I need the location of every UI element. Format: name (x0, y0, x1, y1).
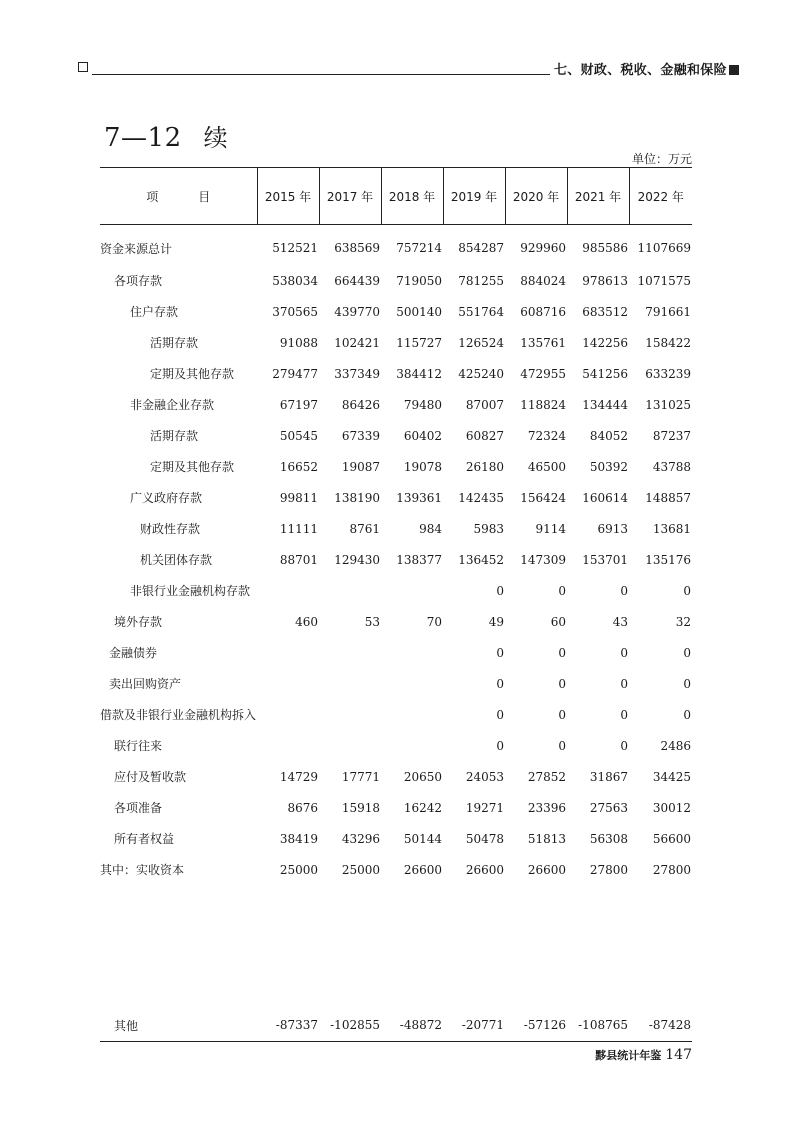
cell-value: 791661 (645, 304, 691, 319)
cell-value: 142256 (582, 335, 628, 350)
cell-value: 34425 (652, 769, 691, 784)
cell-value: 84052 (589, 428, 628, 443)
cell-value: 757214 (396, 241, 442, 255)
cell-value: 138377 (396, 552, 442, 567)
page-number: 147 (665, 1047, 692, 1063)
cell-value: 25000 (341, 862, 380, 877)
row-label: 定期及其他存款 (150, 460, 235, 474)
cell-value: 0 (496, 583, 504, 598)
row-label: 联行往来 (114, 739, 163, 753)
row-label: 非银行业金融机构存款 (130, 584, 251, 598)
yearbook-name: 黟县统计年鉴 (595, 1049, 662, 1062)
cell-value: 20650 (403, 769, 442, 784)
cell-value: 460 (295, 614, 318, 629)
cell-value: 50144 (403, 831, 442, 846)
cell-value: 156424 (520, 490, 566, 505)
cell-value: 25000 (279, 862, 318, 877)
table-row (100, 451, 692, 482)
cell-value: 8761 (349, 521, 380, 536)
cell-value: 135761 (520, 335, 566, 350)
cell-value: 126524 (458, 335, 504, 350)
cell-value: 129430 (334, 552, 380, 567)
column-header-2015: 2015 年 (257, 168, 319, 225)
cell-value: 142435 (458, 490, 504, 505)
cell-value: 0 (496, 707, 504, 722)
cell-value: 14729 (279, 769, 318, 784)
cell-value: 425240 (458, 366, 504, 381)
row-label: 所有者权益 (114, 832, 175, 846)
cell-value: 0 (683, 583, 691, 598)
cell-value (257, 637, 319, 668)
cell-value: 32 (675, 614, 691, 629)
cell-value: 27852 (527, 769, 566, 784)
cell-value: 978613 (582, 273, 628, 288)
cell-value: 136452 (458, 552, 504, 567)
cell-value: 135176 (645, 552, 691, 567)
page-footer (595, 1044, 692, 1063)
cell-value: 86426 (341, 397, 380, 412)
cell-value: -57126 (505, 1009, 567, 1042)
cell-value: 719050 (396, 273, 442, 288)
cell-value: 608716 (520, 304, 566, 319)
cell-value: 26180 (465, 459, 504, 474)
cell-value: 683512 (582, 304, 628, 319)
cell-value: 16242 (403, 800, 442, 815)
cell-value: 43296 (341, 831, 380, 846)
cell-value: 0 (683, 707, 691, 722)
row-label: 财政性存款 (140, 522, 201, 536)
cell-value: 87237 (652, 428, 691, 443)
row-label: 其他 (100, 1009, 257, 1042)
cell-value: 50545 (279, 428, 318, 443)
table-row (100, 296, 692, 327)
cell-value: 67339 (341, 428, 380, 443)
table-header-row (100, 168, 692, 225)
cell-value: 91088 (279, 335, 318, 350)
cell-value: 638569 (334, 241, 380, 255)
cell-value: 884024 (520, 273, 566, 288)
cell-value: 8676 (287, 800, 318, 815)
cell-value: 27800 (589, 862, 628, 877)
cell-value: 148857 (645, 490, 691, 505)
row-label: 机关团体存款 (140, 553, 213, 567)
cell-value: 6913 (597, 521, 628, 536)
cell-value: 26600 (527, 862, 566, 877)
table-row (100, 668, 692, 699)
cell-value: 27563 (589, 800, 628, 815)
table-row (100, 1009, 692, 1042)
column-header-2020: 2020 年 (505, 168, 567, 225)
cell-value: 0 (620, 583, 628, 598)
cell-value (257, 730, 319, 761)
cell-value: 131025 (645, 397, 691, 412)
cell-value: 43788 (652, 459, 691, 474)
cell-value: 0 (558, 738, 566, 753)
table-row (100, 482, 692, 513)
table-row (100, 730, 692, 761)
cell-value: 0 (683, 676, 691, 691)
cell-value: 279477 (272, 366, 318, 381)
cell-value: 0 (558, 583, 566, 598)
table-row (100, 544, 692, 575)
cell-value: 72324 (527, 428, 566, 443)
row-label: 住户存款 (130, 305, 179, 319)
cell-value: 0 (558, 645, 566, 660)
cell-value: 60827 (465, 428, 504, 443)
cell-value: 2486 (660, 738, 691, 753)
row-label: 活期存款 (150, 429, 199, 443)
cell-value (319, 637, 381, 668)
cell-value (381, 575, 443, 606)
cell-value (381, 668, 443, 699)
cell-value: 17771 (341, 769, 380, 784)
cell-value: 9114 (535, 521, 566, 536)
row-label: 其中：实收资本 (100, 863, 185, 877)
cell-value: 500140 (396, 304, 442, 319)
cell-value: 134444 (582, 397, 628, 412)
hollow-square-icon (78, 62, 88, 72)
table-row (100, 854, 692, 885)
cell-value: 19271 (465, 800, 504, 815)
cell-value: 439770 (334, 304, 380, 319)
cell-value: 633239 (645, 366, 691, 381)
cell-value: -20771 (443, 1009, 505, 1042)
cell-value: 158422 (645, 335, 691, 350)
row-label: 定期及其他存款 (150, 367, 235, 381)
column-header-2021: 2021 年 (567, 168, 629, 225)
cell-value: 19087 (341, 459, 380, 474)
table-row (100, 637, 692, 668)
cell-value: 153701 (582, 552, 628, 567)
row-label: 资金来源总计 (100, 241, 173, 256)
cell-value: 30012 (652, 800, 691, 815)
blank-spacer-row (100, 885, 692, 1009)
cell-value: 138190 (334, 490, 380, 505)
table-row (100, 358, 692, 389)
table-row (100, 761, 692, 792)
cell-value: 27800 (652, 862, 691, 877)
cell-value: 43 (612, 614, 628, 629)
cell-value: 79480 (403, 397, 442, 412)
cell-value: 24053 (465, 769, 504, 784)
table-row (100, 265, 692, 296)
row-label: 应付及暂收款 (114, 770, 187, 784)
column-header-2017: 2017 年 (319, 168, 381, 225)
cell-value: 31867 (589, 769, 628, 784)
cell-value: 384412 (396, 366, 442, 381)
table-number: 7—12 (104, 123, 182, 153)
column-header-2022: 2022 年 (629, 168, 692, 225)
cell-value: 5983 (473, 521, 504, 536)
section-title: 七、财政、税收、金融和保险 (554, 59, 739, 78)
continued-label: 续 (203, 124, 229, 152)
cell-value: 538034 (272, 273, 318, 288)
cell-value: 16652 (279, 459, 318, 474)
cell-value: 512521 (272, 241, 318, 255)
column-header-2019: 2019 年 (443, 168, 505, 225)
cell-value: 0 (683, 645, 691, 660)
cell-value: 160614 (582, 490, 628, 505)
cell-value: 139361 (396, 490, 442, 505)
table-title (104, 118, 228, 153)
cell-value: -87337 (257, 1009, 319, 1042)
table-row (100, 792, 692, 823)
cell-value: 0 (620, 738, 628, 753)
header-rule (92, 74, 550, 75)
cell-value (257, 699, 319, 730)
cell-value: 49 (488, 614, 504, 629)
cell-value: 984 (419, 521, 442, 536)
cell-value: 56600 (652, 831, 691, 846)
cell-value: 0 (620, 707, 628, 722)
cell-value: 551764 (458, 304, 504, 319)
cell-value (319, 730, 381, 761)
cell-value: 472955 (520, 366, 566, 381)
cell-value: 854287 (458, 241, 504, 255)
cell-value: 118824 (520, 397, 566, 412)
cell-value: 19078 (403, 459, 442, 474)
cell-value: 0 (558, 707, 566, 722)
cell-value: 11111 (279, 521, 318, 536)
row-label: 卖出回购资产 (109, 677, 182, 691)
cell-value: 46500 (527, 459, 566, 474)
cell-value (381, 699, 443, 730)
row-label: 各项存款 (114, 274, 163, 288)
cell-value: 23396 (527, 800, 566, 815)
cell-value: 53 (364, 614, 380, 629)
cell-value: 1071575 (637, 273, 691, 288)
table-row (100, 389, 692, 420)
cell-value: 0 (496, 738, 504, 753)
table-row (100, 225, 692, 266)
cell-value: 0 (620, 645, 628, 660)
cell-value: 50392 (589, 459, 628, 474)
cell-value (381, 730, 443, 761)
cell-value: -87428 (629, 1009, 692, 1042)
row-label: 非金融企业存款 (130, 398, 215, 412)
cell-value: 50478 (465, 831, 504, 846)
cell-value: 51813 (527, 831, 566, 846)
cell-value: 929960 (520, 241, 566, 255)
row-label: 活期存款 (150, 336, 199, 350)
row-label: 境外存款 (114, 615, 163, 629)
cell-value: 664439 (334, 273, 380, 288)
cell-value: 115727 (396, 335, 442, 350)
cell-value: 102421 (334, 335, 380, 350)
cell-value: 0 (558, 676, 566, 691)
column-header-2018: 2018 年 (381, 168, 443, 225)
row-label: 金融债券 (109, 646, 158, 660)
row-label: 广义政府存款 (130, 491, 203, 505)
filled-square-icon (729, 65, 739, 75)
cell-value: 0 (496, 676, 504, 691)
unit-label: 单位：万元 (631, 152, 692, 166)
cell-value: 26600 (465, 862, 504, 877)
cell-value: 15918 (341, 800, 380, 815)
cell-value (257, 668, 319, 699)
cell-value: 87007 (465, 397, 504, 412)
cell-value (381, 637, 443, 668)
cell-value: 985586 (582, 241, 628, 255)
cell-value: 70 (426, 614, 442, 629)
table-row (100, 327, 692, 358)
cell-value (319, 668, 381, 699)
table-row (100, 575, 692, 606)
cell-value: 337349 (334, 366, 380, 381)
column-header-item: 项 目 (100, 168, 257, 225)
cell-value: -102855 (319, 1009, 381, 1042)
cell-value: -48872 (381, 1009, 443, 1042)
cell-value: 38419 (279, 831, 318, 846)
cell-value: -108765 (567, 1009, 629, 1042)
table-row (100, 699, 692, 730)
cell-value: 1107669 (637, 241, 691, 255)
cell-value: 147309 (520, 552, 566, 567)
cell-value: 99811 (279, 490, 318, 505)
data-table (100, 167, 692, 1042)
table-row (100, 823, 692, 854)
row-label: 借款及非银行业金融机构拆入 (100, 708, 257, 722)
table-row (100, 513, 692, 544)
row-label: 各项准备 (114, 801, 163, 815)
cell-value: 370565 (272, 304, 318, 319)
cell-value: 60 (550, 614, 566, 629)
cell-value: 67197 (279, 397, 318, 412)
cell-value: 26600 (403, 862, 442, 877)
cell-value: 541256 (582, 366, 628, 381)
cell-value: 0 (496, 645, 504, 660)
cell-value: 56308 (589, 831, 628, 846)
cell-value (319, 575, 381, 606)
cell-value (257, 575, 319, 606)
cell-value: 781255 (458, 273, 504, 288)
table-row (100, 606, 692, 637)
cell-value: 13681 (652, 521, 691, 536)
running-header (78, 58, 727, 80)
table-row (100, 420, 692, 451)
cell-value: 0 (620, 676, 628, 691)
cell-value: 60402 (403, 428, 442, 443)
cell-value (319, 699, 381, 730)
cell-value: 88701 (279, 552, 318, 567)
